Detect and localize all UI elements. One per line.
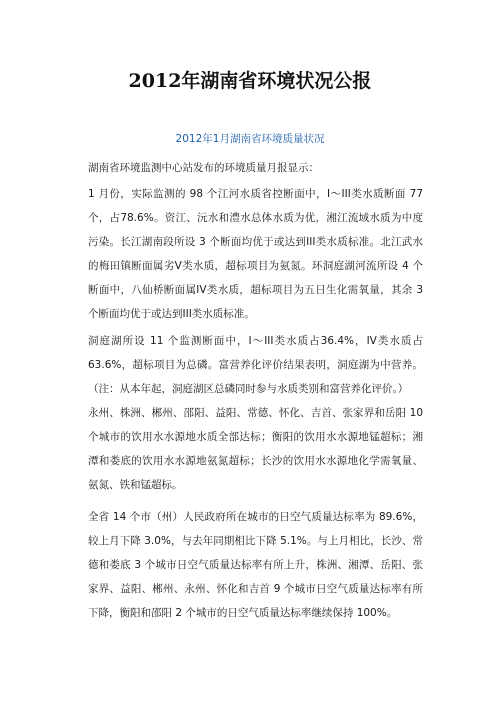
paragraph-dongting-lake: 洞庭湖所设 11 个监测断面中，I～III类水质占36.4%，IV类水质占63.6%，超标项目为总磷。富营养化评价结果表明，洞庭湖为中营养。（注：从本年起，洞庭湖区总磷同时参与水质类别和富营养化评价。）: [88, 335, 423, 395]
paragraph-drinking-water: 永州、株洲、郴州、邵阳、益阳、常德、怀化、吉首、张家界和岳阳 10 个城市的饮用水水源地水质全部达标；衡阳的饮用水水源地锰超标；湘潭和娄底的饮用水水源地氨氮超标；长沙的饮用水水源地化学需氧量、氨氮、铁和锰超标。: [88, 407, 423, 491]
paragraph-water-quality: 1 月份，实际监测的 98 个江河水质省控断面中，I～III类水质断面 77 个，占78.6%。资江、沅水和澧水总体水质为优，湘江流域水质为中度污染。长江湖南段所设 3 个断面均优于或达到III类水质标准。北江武水的梅田镇断面属劣V类水质，超标项目为氨氮。环洞庭湖河流所设 4 个断面中，八仙桥断面属IV类水质，超标项目为五日生化需氧量，其余 3 个断面均优于或达到III类水质标准。: [88, 188, 423, 320]
paragraph-air-quality: 全省 14 个市（州）人民政府所在城市的日空气质量达标率为 89.6%，较上月下降 3.0%，与去年同期相比下降 5.1%。与上月相比，长沙、常德和娄底 3 个城市日空气质量达标率有所上升，株洲、湘潭、岳阳、张家界、益阳、郴州、永州、怀化和吉首 9 个城市日空气质量达标率有所下降，衡阳和邵阳 2 个城市的日空气质量达标率继续保持 100%。: [88, 511, 423, 619]
intro-paragraph: 湖南省环境监测中心站发布的环境质量月报显示：: [88, 162, 319, 174]
document-title: 2012年湖南省环境状况公报: [128, 70, 372, 92]
section-heading: 2012年1月湖南省环境质量状况: [175, 133, 325, 145]
